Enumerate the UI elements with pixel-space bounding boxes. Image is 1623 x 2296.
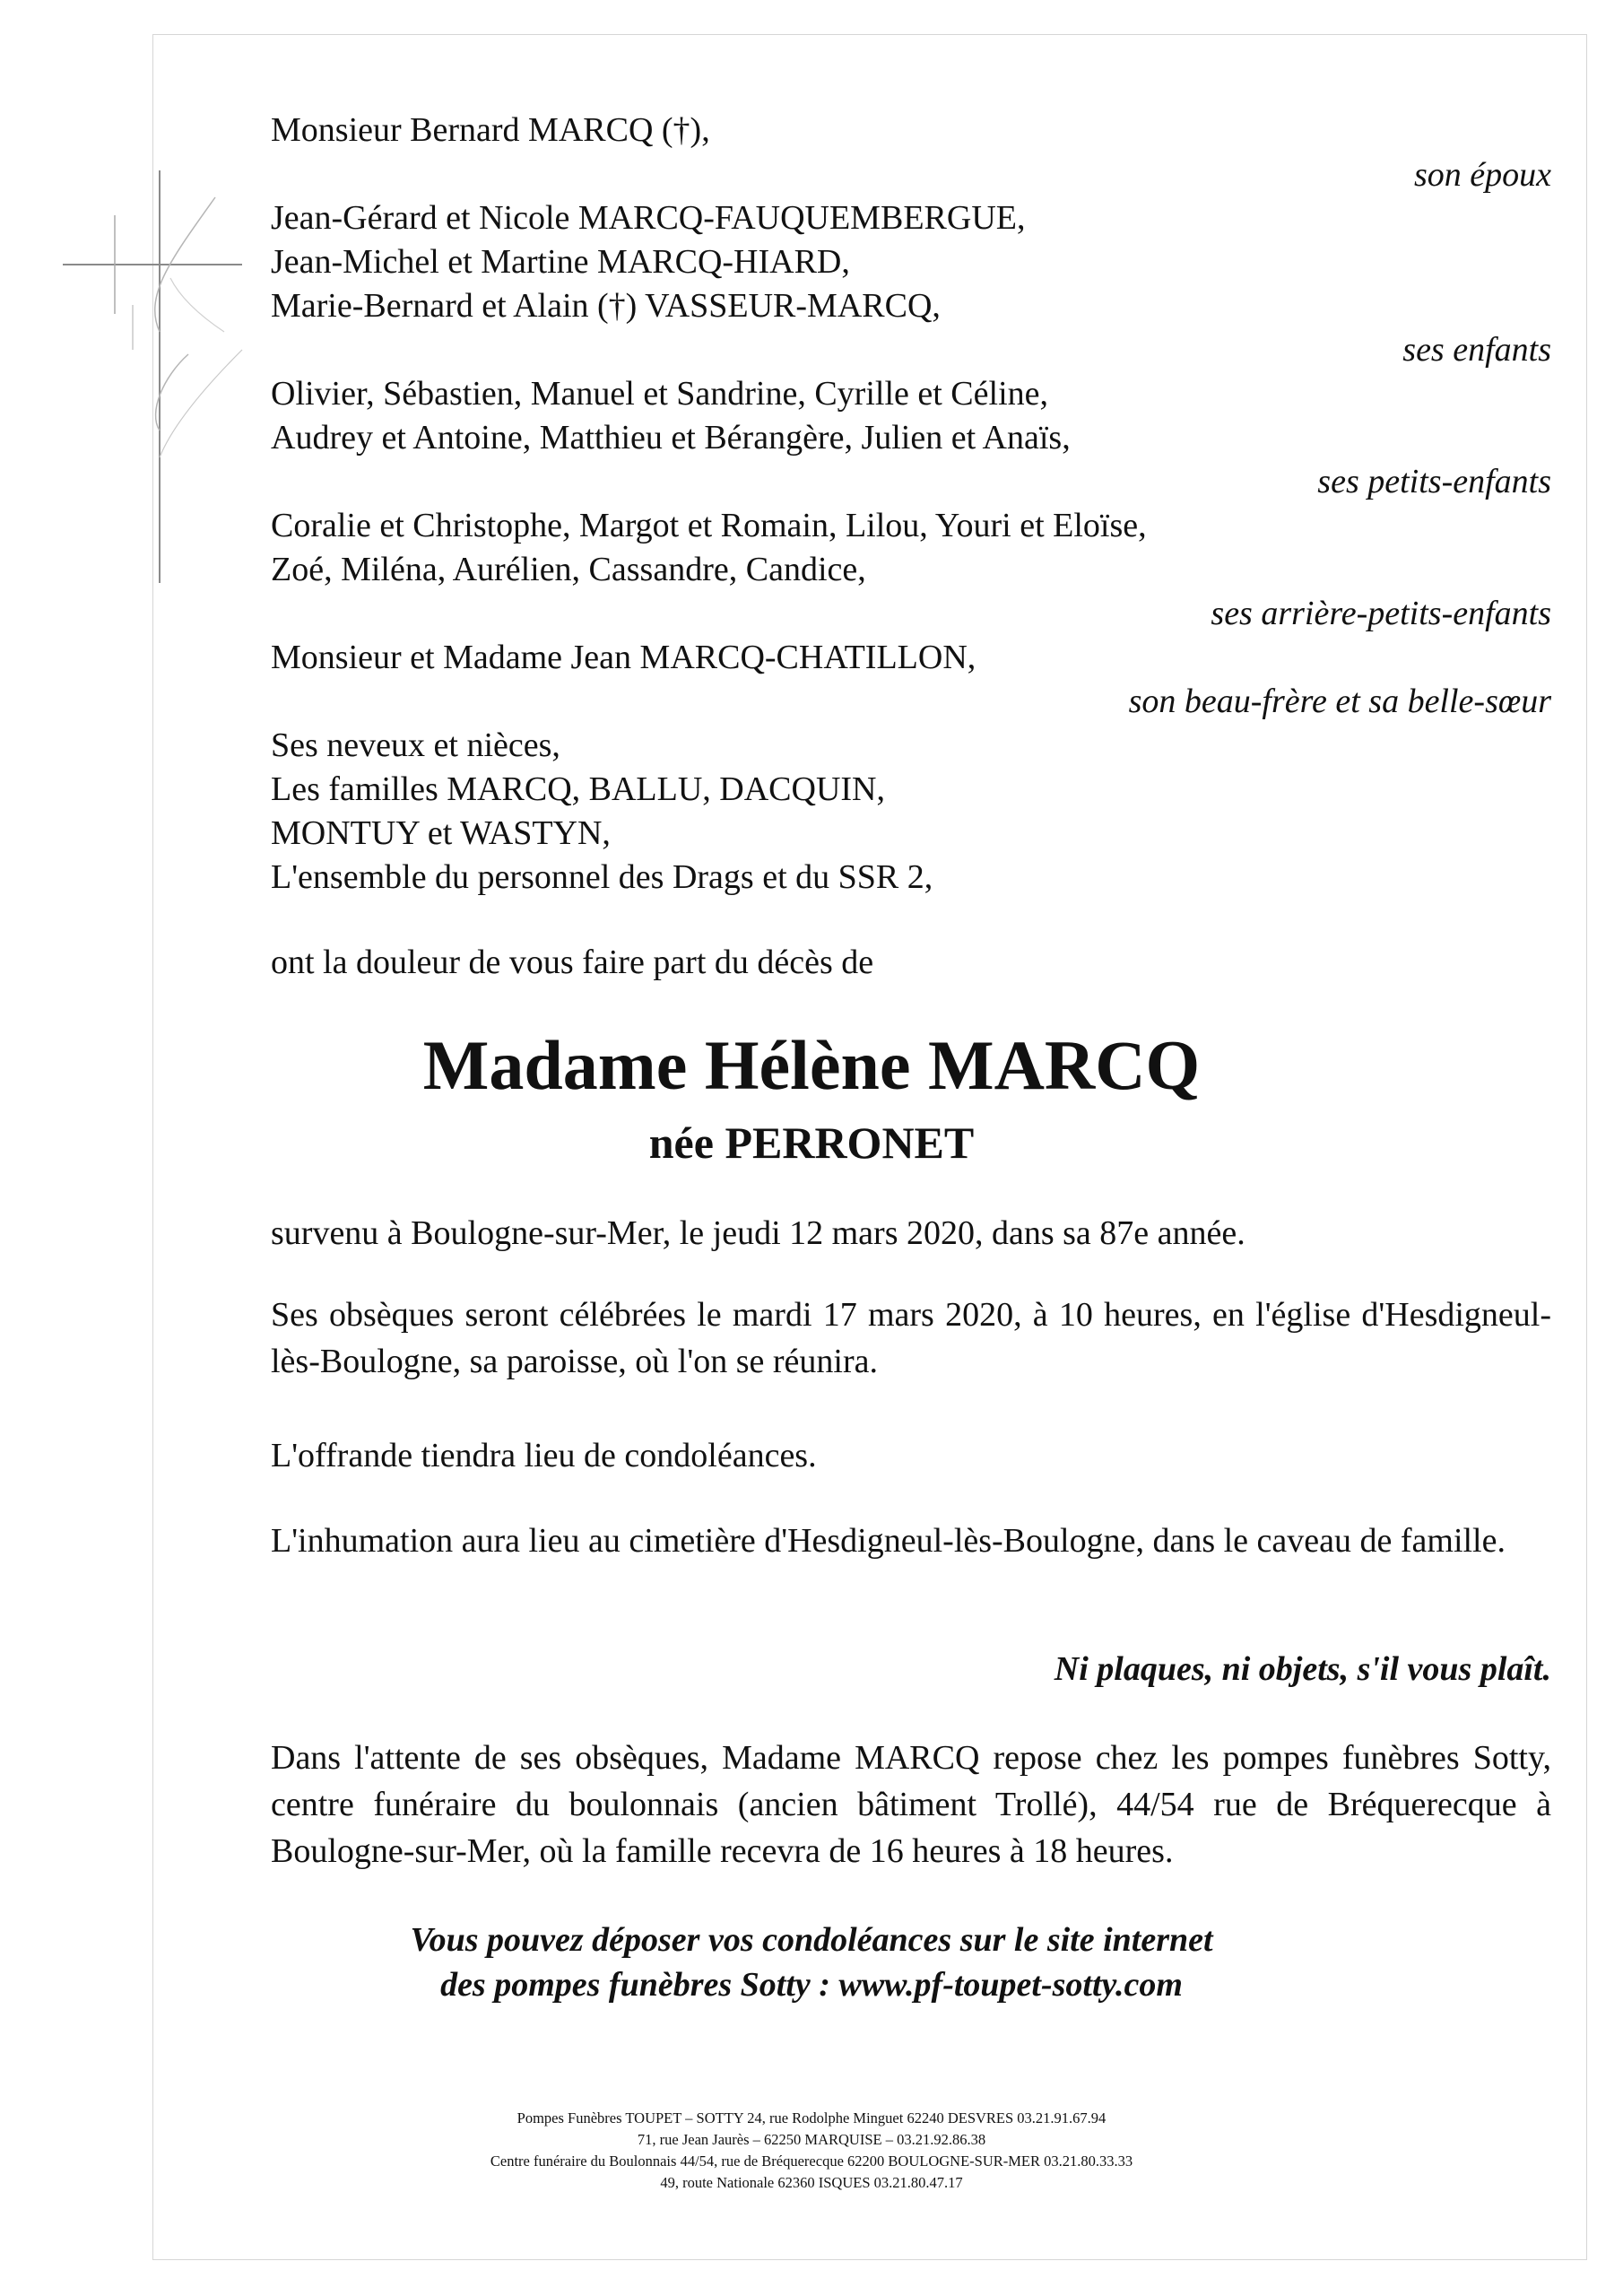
footer-line-4: 49, route Nationale 62360 ISQUES 03.21.80.47.17	[660, 2174, 963, 2191]
others-line-2: Les familles MARCQ, BALLU, DACQUIN,	[271, 770, 886, 808]
burial-details: L'inhumation aura lieu au cimetière d'Hesdigneul-lès-Boulogne, dans le caveau de famille.	[271, 1522, 1506, 1560]
announcement: ont la douleur de vous faire part du décès de	[271, 944, 874, 981]
grandchild-line-2: Audrey et Antoine, Matthieu et Bérangère, Julien et Anaïs,	[271, 419, 1071, 457]
child-line-3: Marie-Bernard et Alain (†) VASSEUR-MARCQ,	[271, 287, 941, 325]
child-line-1: Jean-Gérard et Nicole MARCQ-FAUQUEMBERGUE,	[271, 199, 1026, 237]
condolences-line-2: des pompes funèbres Sotty : www.pf-toupet-sotty.com	[440, 1966, 1183, 2004]
in-laws-line: Monsieur et Madame Jean MARCQ-CHATILLON,	[271, 639, 976, 676]
offering-note: L'offrande tiendra lieu de condoléances.	[271, 1437, 817, 1474]
grandchildren-role: ses petits-enfants	[1317, 463, 1551, 500]
footer	[0, 2108, 1623, 2194]
deceased-birth-name: née PERRONET	[648, 1118, 975, 1168]
death-details: survenu à Boulogne-sur-Mer, le jeudi 12 mars 2020, dans sa 87e année.	[271, 1214, 1245, 1252]
children-role: ses enfants	[1402, 331, 1551, 369]
footer-line-1: Pompes Funèbres TOUPET – SOTTY 24, rue Rodolphe Minguet 62240 DESVRES 03.21.91.67.94	[516, 2109, 1107, 2126]
no-flowers-note: Ni plaques, ni objets, s'il vous plaît.	[1054, 1650, 1551, 1688]
others-line-3: MONTUY et WASTYN,	[271, 814, 611, 852]
deceased-name: Madame Hélène MARCQ	[422, 1026, 1201, 1104]
child-line-2: Jean-Michel et Martine MARCQ-HIARD,	[271, 243, 850, 281]
cross-icon	[63, 161, 278, 610]
great-grandchild-line-1: Coralie et Christophe, Margot et Romain, Lilou, Youri et Eloïse,	[271, 507, 1147, 544]
rest-details: Dans l'attente de ses obsèques, Madame MARCQ repose chez les pompes funèbres Sotty, centre funéraire du boulonnais (ancien bâtiment Trollé), 44/54 rue de Bréquerecque à Boulogne-sur-Mer, où la famille recevra de 16 heures à 18 heures.	[271, 1739, 1551, 1870]
grandchild-line-1: Olivier, Sébastien, Manuel et Sandrine, Cyrille et Céline,	[271, 375, 1048, 413]
others-line-4: L'ensemble du personnel des Drags et du SSR 2,	[271, 858, 933, 896]
footer-line-3: Centre funéraire du Boulonnais 44/54, rue de Bréquerecque 62200 BOULOGNE-SUR-MER 03.21.80.33.33	[490, 2152, 1133, 2170]
footer-line-2: 71, rue Jean Jaurès – 62250 MARQUISE – 03.21.92.86.38	[637, 2131, 986, 2148]
in-laws-role: son beau-frère et sa belle-sœur	[1128, 683, 1551, 720]
husband-role: son époux	[1413, 156, 1551, 194]
funeral-details: Ses obsèques seront célébrées le mardi 17 mars 2020, à 10 heures, en l'église d'Hesdigneul-lès-Boulogne, sa paroisse, où l'on se réunira.	[271, 1296, 1551, 1380]
great-grandchild-line-2: Zoé, Miléna, Aurélien, Cassandre, Candice,	[271, 551, 866, 588]
condolences-line-1: Vous pouvez déposer vos condoléances sur le site internet	[410, 1921, 1213, 1959]
others-line-1: Ses neveux et nièces,	[271, 726, 560, 764]
husband-line: Monsieur Bernard MARCQ (†),	[271, 111, 710, 149]
great-grandchildren-role: ses arrière-petits-enfants	[1211, 595, 1551, 632]
